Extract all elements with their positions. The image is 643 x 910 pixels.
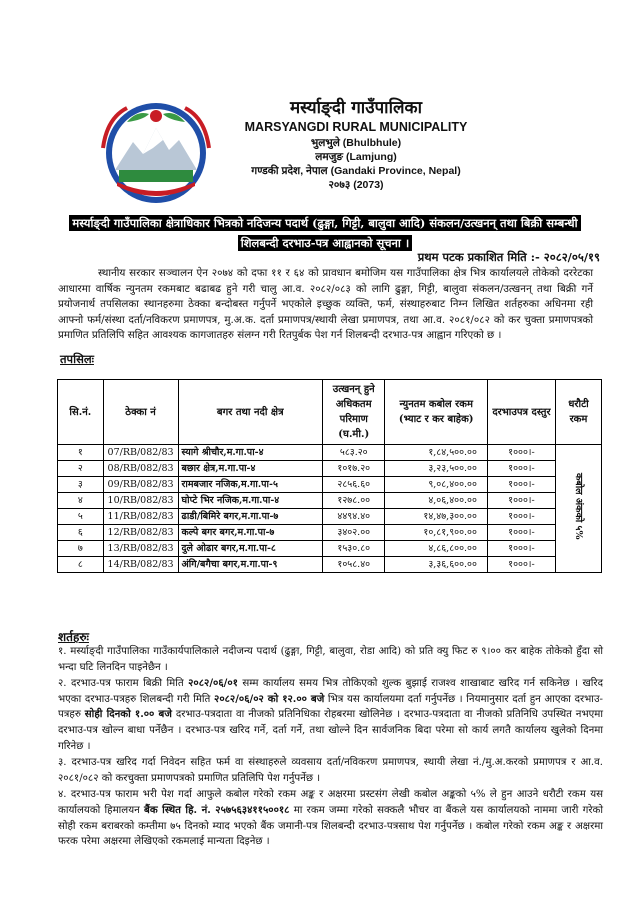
term-4-bank-account: बैंक स्थित हि. नं. २५७५६३४११५००१८ <box>144 803 290 816</box>
cell-amount: ९,०८,४००.०० <box>385 477 487 493</box>
cell-quantity: १०१७.२० <box>323 461 385 477</box>
table-row <box>58 541 602 557</box>
municipality-emblem-icon <box>97 98 215 208</box>
cell-area: कल्पे बगर बगर,म.गा.पा-७ <box>178 525 323 541</box>
cell-sn: ८ <box>58 557 104 573</box>
cell-area: दुले ओढार बगर,म.गा.पा-८ <box>178 541 323 557</box>
term-2-text: भित्र यस कार्यालयमा दर्ता गर्नुपर्नेछ । नियमानुसार दर्ता हुन आएका दरभाउ-पत्रहरु <box>58 693 603 721</box>
cell-contract: 13/RB/082/83 <box>103 541 178 557</box>
header-location-2: लमजुङ (Lamjung) <box>315 151 397 163</box>
cell-contract: 12/RB/082/83 <box>103 525 178 541</box>
cell-quantity: १५३०.८० <box>323 541 385 557</box>
notice-title-box <box>58 212 592 252</box>
cell-contract: 07/RB/082/83 <box>103 445 178 461</box>
cell-contract: 10/RB/082/83 <box>103 493 178 509</box>
table-row <box>58 445 602 461</box>
cell-sn: ३ <box>58 477 104 493</box>
term-2 <box>58 676 603 754</box>
term-3: ३. दरभाउ-पत्र खरिद गर्दा निवेदन सहित फर्म वा संस्थाहरुले व्यवसाय दर्ता/नविकरण प्रमाणपत्र, स्थायी लेखा नं./मु.अ.करको प्रमाणपत्र र आ.व. २०८१/०८२ को करचुक्ता प्रमाणपत्रको प्रमाणित प्रतिलिपि पेश गर्नुपर्नेछ । <box>58 757 603 784</box>
header-year: २०७३ (2073) <box>328 179 384 191</box>
deposit-note: कबोल अंकको ५% <box>572 472 584 540</box>
table-row <box>58 461 602 477</box>
cell-fee: १०००।- <box>487 525 555 541</box>
contracts-table <box>57 379 602 573</box>
cell-area: अंगि/बगैचा बगर,म.गा.पा-९ <box>178 557 323 573</box>
cell-amount: १४,४७,३००.०० <box>385 509 487 525</box>
col-header-fee: दरभाउपत्र दस्तुर <box>487 380 555 445</box>
cell-area: स्यागे श्रीचौर,म.गा.पा-४ <box>178 445 323 461</box>
cell-contract: 14/RB/082/83 <box>103 557 178 573</box>
cell-fee: १०००।- <box>487 445 555 461</box>
notice-title: मर्स्याङ्दी गाउँपालिका क्षेत्राधिकार भित्रको नदिजन्य पदार्थ (ढुङ्गा, गिट्टी, बालुवा आदि) संकलन/उत्खनन् तथा बिक्री सम्बन्धी शिलबन्दी दरभाउ-पत्र आह्वानको सूचना । <box>69 215 580 251</box>
header-location-3: गण्डकी प्रदेश, नेपाल (Gandaki Province, Nepal) <box>251 165 461 177</box>
cell-fee: १०००।- <box>487 461 555 477</box>
cell-fee: १०००।- <box>487 541 555 557</box>
cell-area: घोप्टे भिर नजिक,म.गा.पा-४ <box>178 493 323 509</box>
col-header-contract: ठेक्का नं <box>103 380 178 445</box>
cell-area: ढाडी/बिमिरे बगर,म.गा.पा-७ <box>178 509 323 525</box>
cell-area: बछार क्षेत्र,म.गा.पा-४ <box>178 461 323 477</box>
intro-paragraph: स्थानीय सरकार सञ्चालन ऐन २०७४ को दफा ११ र ६४ को प्रावधान बमोजिम यस गाउँपालिका क्षेत्र भित्र कार्यालयले तोकेको दररेटका आधारमा वार्षिक न्युनतम रकमबाट बढाबढ हुने गरी चालु आ.व. २०८२/०८३ को लागि ढुङ्गा, गिट्टी, बालुवा संकलन/उत्खनन् तथा बिक्री गर्ने प्रयोजनार्थ तपसिलका स्थानहरुमा ठेक्का बन्दोबस्त गर्नुपर्ने भएकोले इच्छुक व्यक्ति, फर्म, संस्थाहरुबाट निम्न लिखित शर्तहरुका अधिनमा रही आफ्नो फर्म/संस्था दर्ता/नविकरण प्रमाणपत्र, मु.अ.क. दर्ता प्रमाणपत्र/स्थायी लेखा प्रमाणपत्र, तथा आ.व. २०८१/०८२ को कर चुक्ता प्रमाणपत्रको प्रमाणित प्रतिलिपि सहित आवश्यक कागजातहरु संलग्न गरी रितपुर्बक पेश गर्न शिलबन्दी दरभाउ-पत्र आह्वान गरिएको छ । <box>58 267 593 341</box>
cell-quantity: ५८३.२० <box>323 445 385 461</box>
terms-heading: शर्तहरुः <box>58 630 89 644</box>
term-2-text: दरभाउ-पत्रदाता वा नीजको प्रतिनिधिका रोहबरमा खोलिनेछ । दरभाउ-पत्रदाता वा नीजको प्रतिनिधि उपस्थित नभएमा दरभाउ-पत्र खोल्न बाधा पर्नेछैन । दरभाउ-पत्र खरिद गर्ने, दर्ता गर्ने, तथा खोल्ने दिन सार्वजनिक बिदा परेमा सो कार्य लगतै कार्यालय खुलेको दिनमा गरिनेछ । <box>58 709 603 752</box>
table-row <box>58 493 602 509</box>
cell-amount: १,८४,५००.०० <box>385 445 487 461</box>
cell-sn: ६ <box>58 525 104 541</box>
term-4-text: ४. दरभाउ-पत्र फाराम भरी पेश गर्दा आफुले कबोल गरेको रकम अङ्क र अक्षरमा प्रस्टसंग लेखी कबोल अङ्कको ५% ले हुन आउने धरौटी रकम यस कार्यालयको हिमालयन <box>58 789 603 816</box>
table-row <box>58 477 602 493</box>
col-header-deposit: धरौटी रकम <box>555 380 601 445</box>
col-header-area: बगर तथा नदी क्षेत्र <box>178 380 323 445</box>
term-4 <box>58 787 603 849</box>
cell-sn: २ <box>58 461 104 477</box>
cell-sn: १ <box>58 445 104 461</box>
cell-quantity: १०५८.४० <box>323 557 385 573</box>
cell-sn: ५ <box>58 509 104 525</box>
cell-contract: 09/RB/082/83 <box>103 477 178 493</box>
term-2-submit-deadline: २०८२/०६/०२ को १२.०० बजे <box>214 692 325 705</box>
cell-amount: १०,८१,९००.०० <box>385 525 487 541</box>
published-date: प्रथम पटक प्रकाशित मिति :- २०८२/०५/१९ <box>417 250 600 264</box>
cell-quantity: ३४०२.०० <box>323 525 385 541</box>
table-header-row <box>58 380 602 445</box>
cell-deposit <box>555 445 601 573</box>
cell-amount: ३,३६,६००.०० <box>385 557 487 573</box>
cell-amount: ३,२३,५००.०० <box>385 461 487 477</box>
col-header-min-amount: न्युनतम कबोल रकम (भ्याट र कर बाहेक) <box>385 380 487 445</box>
cell-area: रामबजार नजिक,म.गा.पा-५ <box>178 477 323 493</box>
term-4-text: मा रकम जम्मा गरेको सक्कलै भौचर वा बैंकले यस कार्यालयको नाममा जारी गरेको सोही रकम बराबरको कम्तीमा ७५ दिनको म्याद भएको बैंक जमानी-पत्र शिलबन्दी दरभाउ-पत्रसाथ पेश गर्नुपर्नेछ । कबोल गरेको रकम अङ्क र अक्षरमा फरक परेमा अक्षरमा लेखिएको रकमलाई मान्यता दिइनेछ । <box>58 804 603 848</box>
cell-fee: १०००।- <box>487 509 555 525</box>
cell-sn: ४ <box>58 493 104 509</box>
cell-fee: १०००।- <box>487 477 555 493</box>
letterhead <box>226 97 486 192</box>
cell-amount: ४,०६,४००.०० <box>385 493 487 509</box>
term-1: १. मर्स्याङ्दी गाउँपालिका गाउँकार्यपालिकाले नदीजन्य पदार्थ (ढुङ्गा, गिट्टी, बालुवा, रोडा आदि) को प्रति क्यु फिट रु ९।०० कर बाहेक तोकेको हुँदा सो भन्दा घटि लिनदिन पाइनेछैन । <box>58 646 603 673</box>
terms-list <box>58 644 603 851</box>
cell-fee: १०००।- <box>487 557 555 573</box>
municipality-name-np: मर्स्याङ्दी गाउँपालिका <box>290 98 422 118</box>
municipality-name-en: MARSYANGDI RURAL MUNICIPALITY <box>244 120 468 134</box>
cell-quantity: १२७८.०० <box>323 493 385 509</box>
cell-fee: १०००।- <box>487 493 555 509</box>
table-row <box>58 557 602 573</box>
cell-amount: ४,८६,८००.०० <box>385 541 487 557</box>
term-2-sale-deadline: २०८२/०६/०१ <box>188 677 238 690</box>
term-2-opening-time: सोही दिनको १.०० बजे <box>84 708 172 721</box>
cell-contract: 11/RB/082/83 <box>103 509 178 525</box>
table-row <box>58 509 602 525</box>
cell-sn: ७ <box>58 541 104 557</box>
cell-quantity: २८५६.६० <box>323 477 385 493</box>
table-row <box>58 525 602 541</box>
col-header-quantity: उत्खनन् हुने अधिकतम परिमाण (घ.मी.) <box>323 380 385 445</box>
term-2-text: सम्म कार्यालय समय भित्र तोकिएको शुल्क बुझाई राजश्व शाखाबाट खरिद गर्न सकिनेछ । खरिद भएका दरभाउ-पत्रहरु शिलबन्दी गरी मिति <box>58 678 603 705</box>
details-heading: तपसिलः <box>60 352 94 366</box>
header-location-1: भुलभुले (Bhulbhule) <box>310 137 402 149</box>
cell-contract: 08/RB/082/83 <box>103 461 178 477</box>
col-header-sn: सि.नं. <box>58 380 104 445</box>
cell-quantity: ४४९४.४० <box>323 509 385 525</box>
term-2-text: २. दरभाउ-पत्र फाराम बिक्री मिति <box>58 678 189 690</box>
